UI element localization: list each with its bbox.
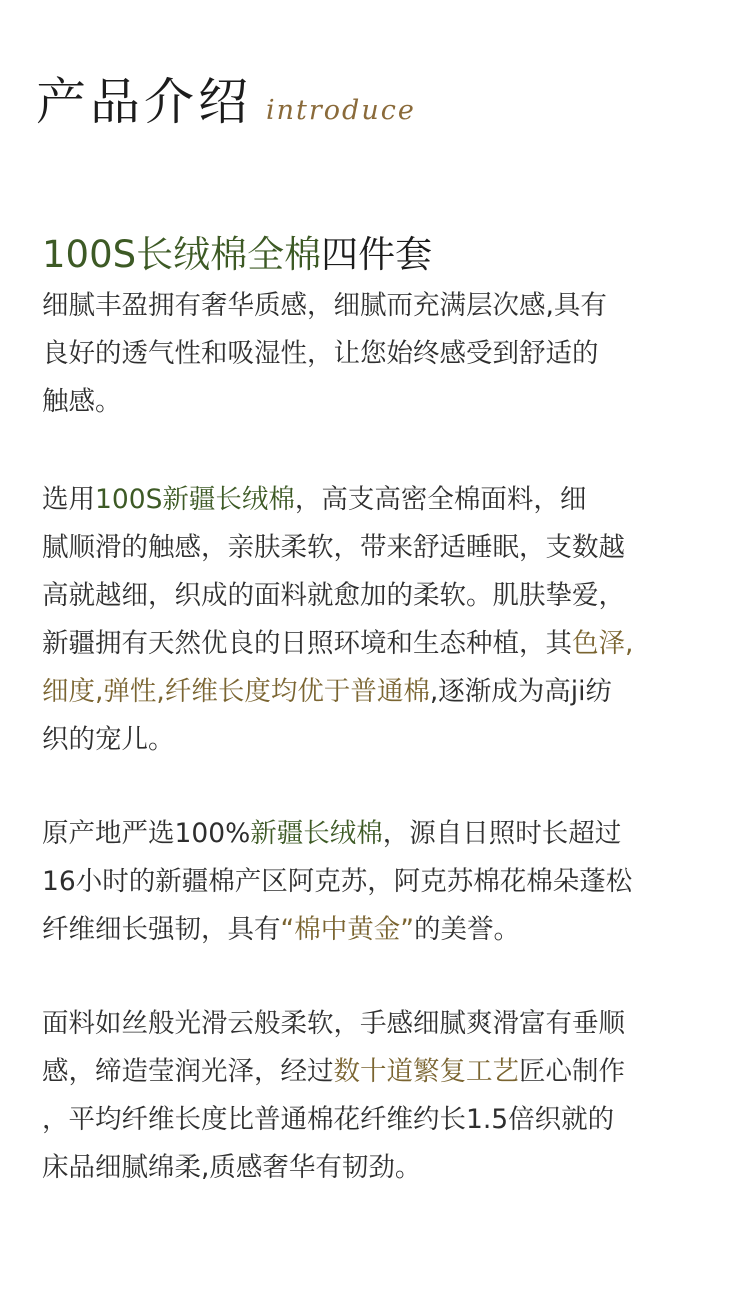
paragraph-line: 织的宠儿。 [42,724,175,755]
paragraph-line [42,476,714,524]
paragraph-3 [42,810,714,954]
paragraph-line: 床品细腻绵柔,质感奢华有韧劲。 [42,1152,422,1183]
paragraph-line: 细腻丰盈拥有奢华质感，细腻而充满层次感,具有 [42,290,607,321]
text-segment: 新疆拥有天然优良的日照环境和生态种植，其 [42,628,572,659]
text-segment: 匠心制作 [519,1056,625,1087]
text-segment: 选用 [42,484,95,515]
text-segment: ，高支高密全棉面料，细 [294,484,587,515]
paragraph-line: 触感。 [42,386,122,417]
paragraph-line [42,1048,714,1096]
text-segment: 原产地严选100% [42,818,251,849]
text-segment: 的美誉。 [413,914,520,945]
highlight-text: “棉中黄金” [280,914,414,945]
product-title [42,224,432,278]
paragraph-line: 16小时的新疆棉产区阿克苏，阿克苏棉花棉朵蓬松 [42,866,633,897]
highlight-text: 细度,弹性,纤维长度均优于普通棉 [42,676,430,707]
product-title-highlight: 100S长绒棉全棉 [42,233,322,276]
section-header [36,62,416,134]
paragraph-line [42,620,714,668]
paragraph-1 [42,282,714,426]
product-title-rest: 四件套 [321,233,433,276]
paragraph-line: 高就越细，织成的面料就愈加的柔软。肌肤挚爱， [42,580,625,611]
section-subtitle: introduce [266,95,416,126]
paragraph-line: 腻顺滑的触感，亲肤柔软，带来舒适睡眠，支数越 [42,532,625,563]
paragraph-4 [42,1000,714,1192]
paragraph-line [42,906,714,954]
text-segment: 感，缔造莹润光泽，经过 [42,1056,334,1087]
section-title: 产品介绍 [36,73,252,131]
highlight-text: 新疆长绒棉 [250,818,383,849]
highlight-text: 数十道繁复工艺 [333,1056,519,1087]
text-segment: ,逐渐成为高ji纺 [429,676,613,707]
paragraph-line [42,810,714,858]
text-segment: 纤维细长强韧，具有 [42,914,281,945]
paragraph-line: ，平均纤维长度比普通棉花纤维约长1.5倍织就的 [42,1104,615,1135]
paragraph-line [42,668,714,716]
highlight-text: 色泽, [572,628,634,659]
text-segment: ，源自日照时长超过 [382,818,622,849]
paragraph-line: 良好的透气性和吸湿性，让您始终感受到舒适的 [42,338,599,369]
highlight-text: 100S新疆长绒棉 [95,484,295,515]
paragraph-line: 面料如丝般光滑云般柔软，手感细腻爽滑富有垂顺 [42,1008,625,1039]
paragraph-2 [42,476,714,764]
